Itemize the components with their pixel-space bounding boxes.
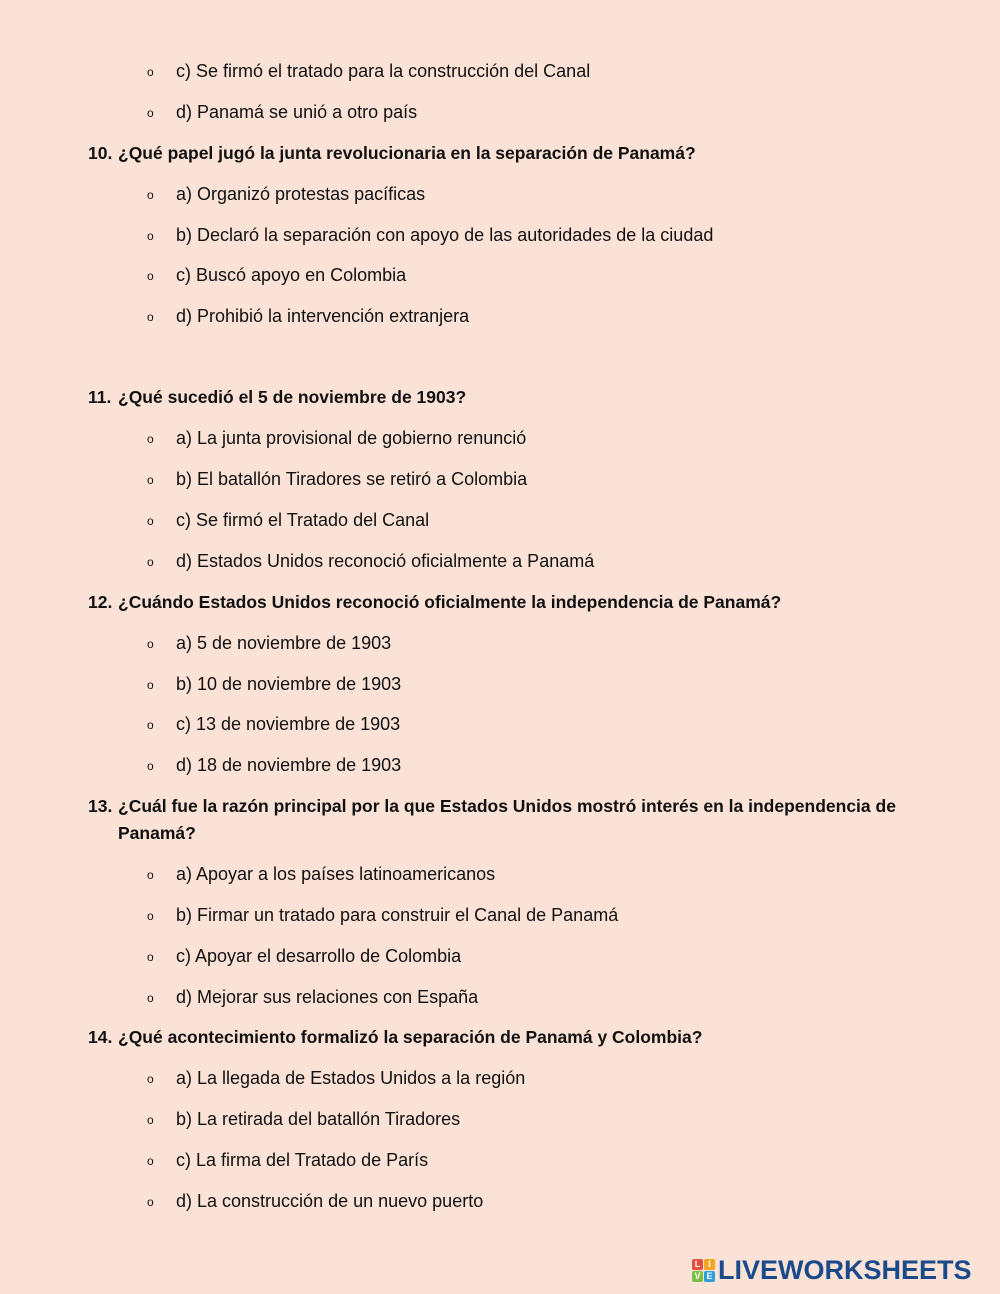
answer-option[interactable]: [147, 1189, 483, 1214]
answer-option-text: c) Se firmó el Tratado del Canal: [176, 510, 430, 530]
answer-option-text: c) La firma del Tratado de París: [176, 1150, 429, 1170]
answer-option[interactable]: [147, 263, 406, 288]
bullet-circle-icon: o: [147, 229, 154, 243]
bullet-circle-icon: o: [147, 759, 154, 773]
logo-mark: [692, 1259, 715, 1282]
answer-option-text: c) Buscó apoyo en Colombia: [176, 265, 407, 285]
answer-option-text: b) 10 de noviembre de 1903: [176, 674, 402, 694]
answer-option[interactable]: [147, 182, 425, 207]
question-text: ¿Qué papel jugó la junta revolucionaria en la separación de Panamá?: [118, 143, 696, 163]
question: [88, 590, 781, 614]
answer-option[interactable]: [147, 753, 401, 778]
answer-option-text: c) 13 de noviembre de 1903: [176, 714, 401, 734]
bullet-circle-icon: o: [147, 473, 154, 487]
question-number: 14.: [88, 1027, 113, 1047]
bullet-circle-icon: o: [147, 868, 154, 882]
question: [88, 141, 696, 165]
bullet-circle-icon: o: [147, 909, 154, 923]
bullet-circle-icon: o: [147, 1154, 154, 1168]
answer-option-text: a) La llegada de Estados Unidos a la región: [176, 1068, 526, 1088]
bullet-circle-icon: o: [147, 1072, 154, 1086]
question-number: 13.: [88, 796, 113, 816]
bullet-circle-icon: o: [147, 310, 154, 324]
answer-option[interactable]: [147, 1066, 525, 1091]
logo-letter: I: [704, 1259, 715, 1270]
question-text: ¿Qué sucedió el 5 de noviembre de 1903?: [118, 387, 467, 407]
bullet-circle-icon: o: [147, 106, 154, 120]
answer-option[interactable]: [147, 304, 469, 329]
logo-text: LIVEWORKSHEETS: [718, 1254, 972, 1285]
question: [88, 794, 896, 843]
bullet-circle-icon: o: [147, 718, 154, 732]
answer-option[interactable]: [147, 467, 527, 492]
question-number: 11.: [88, 387, 112, 407]
bullet-circle-icon: o: [147, 991, 154, 1005]
answer-option[interactable]: [147, 508, 429, 533]
answer-option[interactable]: [147, 944, 461, 969]
answer-option[interactable]: [147, 549, 594, 574]
logo-letter: E: [704, 1271, 715, 1282]
answer-option[interactable]: [147, 426, 526, 451]
answer-option-text: a) Organizó protestas pacíficas: [176, 184, 426, 204]
question: [88, 1025, 702, 1049]
bullet-circle-icon: o: [147, 269, 154, 283]
question-text: ¿Cuál fue la razón principal por la que Estados Unidos mostró interés en la independencia de: [118, 796, 896, 816]
answer-option-text: a) La junta provisional de gobierno renunció: [176, 428, 527, 448]
question-number: 12.: [88, 592, 113, 612]
answer-option-text: d) Estados Unidos reconoció oficialmente a Panamá: [176, 551, 595, 571]
answer-option-text: b) Declaró la separación con apoyo de las autoridades de la ciudad: [176, 225, 714, 245]
answer-option-text: d) Panamá se unió a otro país: [176, 102, 418, 122]
answer-option-text: a) Apoyar a los países latinoamericanos: [176, 864, 496, 884]
question-text: ¿Cuándo Estados Unidos reconoció oficialmente la independencia de Panamá?: [118, 592, 782, 612]
question-number: 10.: [88, 143, 113, 163]
bullet-circle-icon: o: [147, 188, 154, 202]
bullet-circle-icon: o: [147, 950, 154, 964]
bullet-circle-icon: o: [147, 514, 154, 528]
question-text: ¿Qué acontecimiento formalizó la separación de Panamá y Colombia?: [118, 1027, 703, 1047]
question-text-continuation: Panamá?: [118, 823, 196, 843]
answer-option-text: d) La construcción de un nuevo puerto: [176, 1191, 484, 1211]
answer-option[interactable]: [147, 1107, 460, 1132]
answer-option-text: a) 5 de noviembre de 1903: [176, 633, 392, 653]
answer-option-text: c) Apoyar el desarrollo de Colombia: [176, 946, 462, 966]
bullet-circle-icon: o: [147, 678, 154, 692]
answer-option-text: b) La retirada del batallón Tiradores: [176, 1109, 461, 1129]
bullet-circle-icon: o: [147, 1113, 154, 1127]
answer-option[interactable]: [147, 100, 417, 125]
answer-option-text: b) Firmar un tratado para construir el Canal de Panamá: [176, 905, 619, 925]
answer-option-text: d) Mejorar sus relaciones con España: [176, 987, 479, 1007]
bullet-circle-icon: o: [147, 432, 154, 446]
answer-option[interactable]: [147, 862, 495, 887]
answer-option[interactable]: [147, 672, 401, 697]
logo-letter: L: [692, 1259, 703, 1270]
answer-option-text: d) Prohibió la intervención extranjera: [176, 306, 470, 326]
answer-option[interactable]: [147, 223, 713, 248]
answer-option-text: c) Se firmó el tratado para la construcción del Canal: [176, 61, 591, 81]
bullet-circle-icon: o: [147, 1195, 154, 1209]
answer-option[interactable]: [147, 1148, 428, 1173]
answer-option[interactable]: [147, 631, 391, 656]
answer-option[interactable]: [147, 985, 478, 1010]
bullet-circle-icon: o: [147, 555, 154, 569]
answer-option[interactable]: [147, 59, 590, 84]
answer-option[interactable]: [147, 903, 618, 928]
bullet-circle-icon: o: [147, 637, 154, 651]
answer-option[interactable]: [147, 712, 400, 737]
answer-option-text: b) El batallón Tiradores se retiró a Colombia: [176, 469, 528, 489]
bullet-circle-icon: o: [147, 65, 154, 79]
liveworksheets-logo: [692, 1254, 972, 1286]
answer-option-text: d) 18 de noviembre de 1903: [176, 755, 402, 775]
logo-letter: V: [692, 1271, 703, 1282]
question: [88, 385, 466, 409]
